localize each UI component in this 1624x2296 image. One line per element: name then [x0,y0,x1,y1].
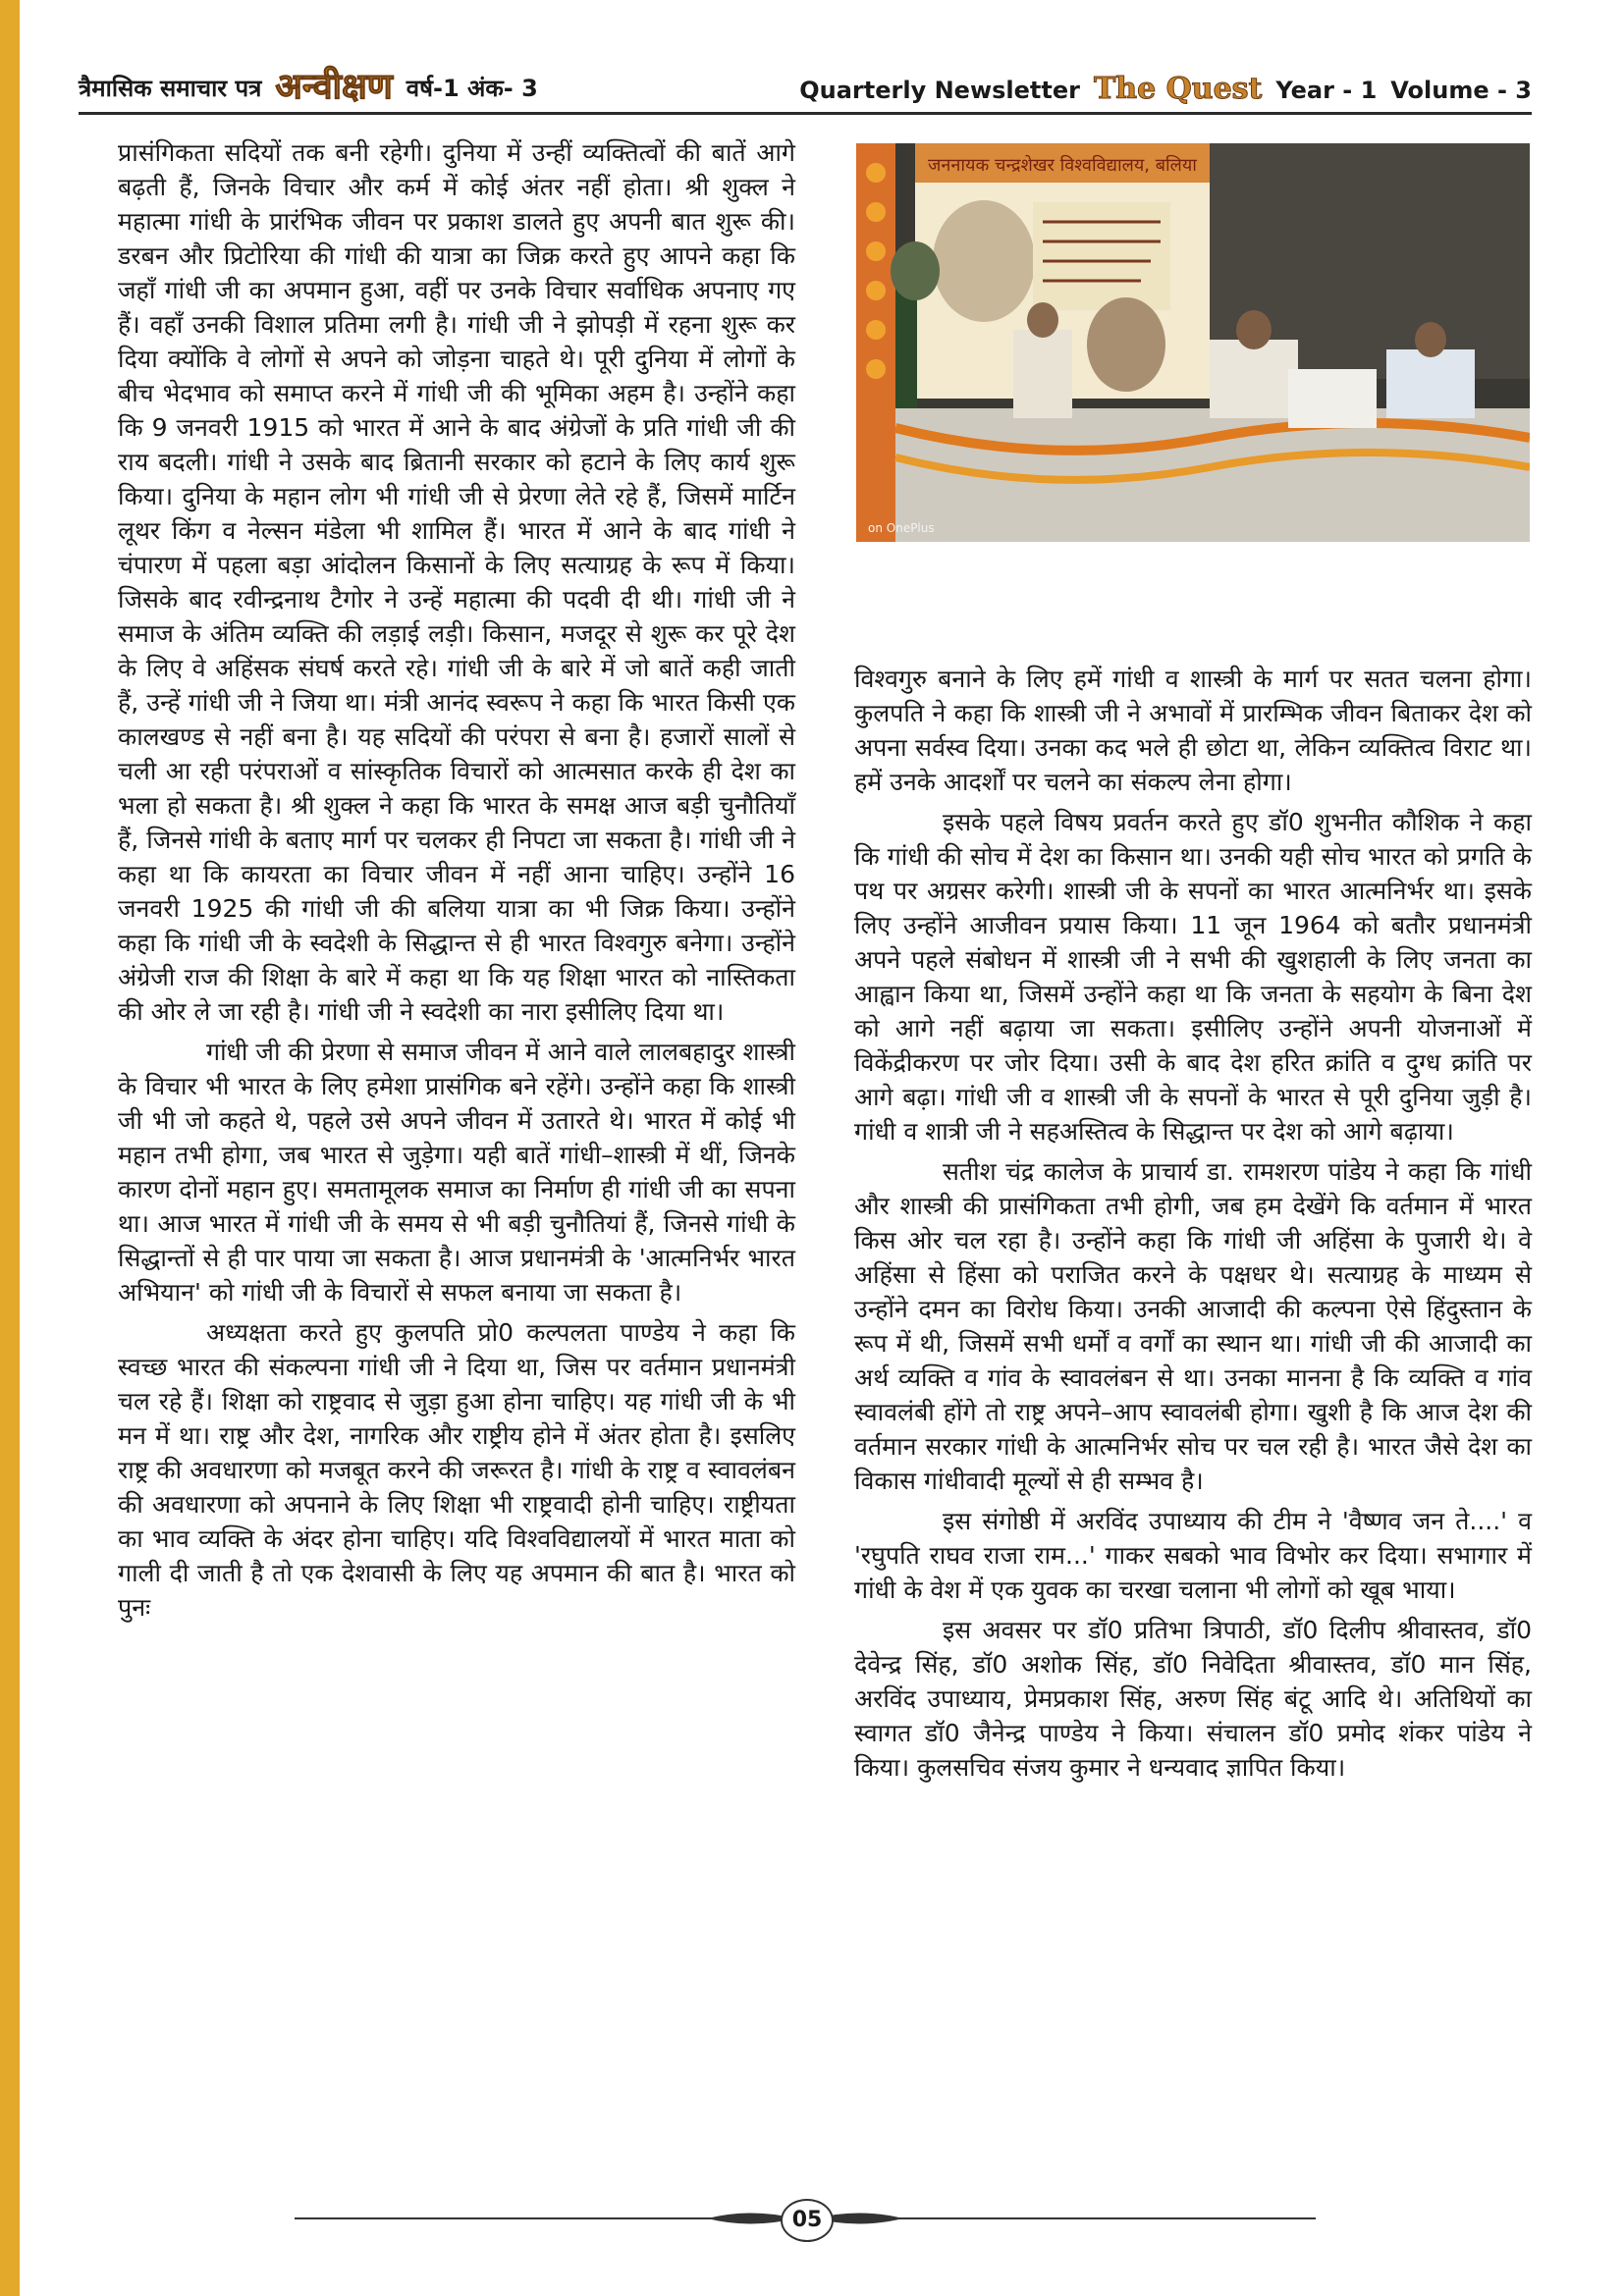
page-edge-bar [0,0,20,2296]
header-en-year: Year - 1 [1275,77,1378,104]
header-hindi [79,66,538,107]
event-photo-illustration [856,143,1530,542]
header-rule [79,112,1532,115]
header-en-prefix: Quarterly Newsletter [799,77,1080,104]
right-paragraph-3: सतीश चंद्र कालेज के प्राचार्य डा. रामशरण पांडेय ने कहा कि गांधी और शास्त्री की प्रासंगिकता तभी होगी, जब हम देखेंगे कि वर्तमान में भारत किस ओर चल रहा है। उन्होंने कहा कि गांधी जी अहिंसा के पुजारी थे। वे अहिंसा से हिंसा को पराजित करने के पक्षधर थे। सत्याग्रह के माध्यम से उन्होंने दमन का विरोध किया। उनकी आजादी की कल्पना ऐसे हिंदुस्तान के रूप में थी, जिसमें सभी धर्मों व वर्गों का स्थान था। गांधी जी की आजादी का अर्थ व्यक्ति व गांव के स्वावलंबन से था। उनका मानना है कि व्यक्ति व गांव स्वावलंबी होंगे तो राष्ट्र अपने–आप स्वावलंबी होगा। खुशी है कि आज देश की वर्तमान सरकार गांधी के आत्मनिर्भर सोच पर चल रही है। भारत जैसे देश का विकास गांधीवादी मूल्यों से ही सम्भव है। [854,1157,1532,1495]
right-column [854,662,1532,1790]
page-number: 05 [781,2199,834,2242]
left-paragraph-2: गांधी जी की प्रेरणा से समाज जीवन में आने वाले लालबहादुर शास्त्री के विचार भी भारत के लिए हमेशा प्रासंगिक बने रहेंगे। उन्होंने कहा कि शास्त्री जी भी जो कहते थे, पहले उसे अपने जीवन में उतारते थे। भारत में कोई भी महान तभी होगा, जब भारत से जुड़ेगा। यही बातें गांधी–शास्त्री में थीं, जिनके कारण दोनों महान हुए। समतामूलक समाज का निर्माण ही गांधी जी का सपना था। आज भारत में गांधी जी के समय से भी बड़ी चुनौतियां हैं, जिनसे गांधी के सिद्धान्तों से ही पार पाया जा सकता है। आज प्रधानमंत्री के 'आत्मनिर्भर भारत अभियान' को गांधी जी के विचारों से सफल बनाया जा सकता है। [118,1038,795,1307]
header-hindi-prefix: त्रैमासिक समाचार पत्र [79,75,262,102]
header-en-volume: Volume - 3 [1390,77,1532,104]
left-column [118,135,795,1630]
left-paragraph-3: अध्यक्षता करते हुए कुलपति प्रो0 कल्पलता पाण्डेय ने कहा कि स्वच्छ भारत की संकल्पना गांधी जी ने दिया था, जिस पर वर्तमान प्रधानमंत्री चल रहे हैं। शिक्षा को राष्ट्रवाद से जुड़ा हुआ होना चाहिए। यह गांधी जी के भी मन में था। राष्ट्र और देश, नागरिक और राष्ट्रीय होने में अंतर होता है। इसलिए राष्ट्र की अवधारणा को मजबूत करने की जरूरत है। गांधी के राष्ट्र व स्वावलंबन की अवधारणा को अपनाने के लिए शिक्षा भी राष्ट्रवादी होनी चाहिए। राष्ट्रीयता का भाव व्यक्ति के अंदर होना चाहिए। यदि विश्वविद्यालयों में भारत माता को गाली दी जाती है तो एक देशवासी के लिए यह अपमान की बात है। भारत को पुनः [118,1318,795,1622]
event-photo [856,143,1530,542]
header-english [799,72,1532,106]
photo-watermark: on OnePlus [868,521,935,535]
page-footer [79,2199,1532,2238]
right-paragraph-4: इस संगोष्ठी में अरविंद उपाध्याय की टीम ने 'वैष्णव जन ते....' व 'रघुपति राघव राजा राम...' गाकर सबको भाव विभोर कर दिया। सभागार में गांधी के वेश में एक युवक का चरखा चलाना भी लोगों को खूब भाया। [854,1507,1532,1604]
right-paragraph-2: इसके पहले विषय प्रवर्तन करते हुए डॉ0 शुभनीत कौशिक ने कहा कि गांधी की सोच में देश का किसान था। उनकी यही सोच भारत को प्रगति के पथ पर अग्रसर करेगी। शास्त्री जी के सपनों का भारत आत्मनिर्भर था। इसके लिए उन्होंने आजीवन प्रयास किया। 11 जून 1964 को बतौर प्रधानमंत्री अपने पहले संबोधन में शास्त्री जी ने सभी की खुशहाली के लिए जनता का आह्वान किया था, जिसमें उन्होंने कहा था कि जनता के सहयोग के बिना देश को आगे नहीं बढ़ाया जा सकता। इसीलिए उन्होंने अपनी योजनाओं में विकेंद्रीकरण पर जोर दिया। उसी के बाद देश हरित क्रांति व दुग्ध क्रांति पर आगे बढ़ा। गांधी जी व शास्त्री जी के सपनों के भारत से पूरी दुनिया जुड़ी है। गांधी व शात्री जी ने सहअस्तित्व के सिद्धान्त पर देश को आगे बढ़ाया। [854,808,1532,1146]
left-paragraph-1: प्रासंगिकता सदियों तक बनी रहेगी। दुनिया में उन्हीं व्यक्तित्वों की बातें आगे बढ़ती हैं, जिनके विचार और कर्म में कोई अंतर नहीं होता। श्री शुक्ल ने महात्मा गांधी के प्रारंभिक जीवन पर प्रकाश डालते हुए अपनी बात शुरू की। डरबन और प्रिटोरिया की गांधी की यात्रा का जिक्र करते हुए आपने कहा कि जहाँ गांधी जी का अपमान हुआ, वहीं पर उनके विचार सर्वाधिक अपनाए गए हैं। वहाँ उनकी विशाल प्रतिमा लगी है। गांधी जी ने झोपड़ी में रहना शुरू कर दिया क्योंकि वे लोगों से अपने को जोड़ना चाहते थे। पूरी दुनिया में लोगों के बीच भेदभाव को समाप्त करने में गांधी जी की भूमिका अहम है। उन्होंने कहा कि 9 जनवरी 1915 को भारत में आने के बाद अंग्रेजों के प्रति गांधी जी की राय बदली। गांधी ने उसके बाद ब्रितानी सरकार को हटाने के लिए कार्य शुरू किया। दुनिया के महान लोग भी गांधी जी से प्रेरणा लेते रहे हैं, जिसमें मार्टिन लूथर किंग व नेल्सन मंडेला भी शामिल हैं। भारत में आने के बाद गांधी ने चंपारण में पहला बड़ा आंदोलन किसानों के लिए सत्याग्रह के रूप में किया। जिसके बाद रवीन्द्रनाथ टैगोर ने उन्हें महात्मा की पदवी दी थी। गांधी जी ने समाज के अंतिम व्यक्ति की लड़ाई लड़ी। किसान, मजदूर से शुरू कर पूरे देश के लिए वे अहिंसक संघर्ष करते रहे। गांधी जी के बारे में जो बातें कही जाती हैं, उन्हें गांधी जी ने जिया था। मंत्री आनंद स्वरूप ने कहा कि भारत किसी एक कालखण्ड से नहीं बना है। यह सदियों की परंपरा से बना है। हजारों सालों से चली आ रही परंपराओं व सांस्कृतिक विचारों को आत्मसात करके ही देश का भला हो सकता है। श्री शुक्ल ने कहा कि भारत के समक्ष आज बड़ी चुनौतियाँ हैं, जिनसे गांधी के बताए मार्ग पर चलकर ही निपटा जा सकता है। गांधी जी ने कहा था कि कायरता का विचार जीवन में नहीं आना चाहिए। उन्होंने 16 जनवरी 1925 की गांधी जी की बलिया यात्रा का भी जिक्र किया। उन्होंने कहा कि गांधी जी के स्वदेशी के सिद्धान्त से ही भारत विश्वगुरु बनेगा। उन्होंने अंग्रेजी राज की शिक्षा के बारे में कहा था कि यह शिक्षा भारत को नास्तिकता की ओर ले जा रही है। गांधी जी ने स्वदेशी का नारा इसीलिए दिया था। [118,138,795,1026]
right-paragraph-5: इस अवसर पर डॉ0 प्रतिभा त्रिपाठी, डॉ0 दिलीप श्रीवास्तव, डॉ0 देवेन्द्र सिंह, डॉ0 अशोक सिंह, डॉ0 निवेदिता श्रीवास्तव, डॉ0 मान सिंह, अरविंद उपाध्याय, प्रेमप्रकाश सिंह, अरुण सिंह बंटू आदि थे। अतिथियों का स्वागत डॉ0 जैनेन्द्र पाण्डेय ने किया। संचालन डॉ0 प्रमोद शंकर पांडेय ने किया। कुलसचिव संजय कुमार ने धन्यवाद ज्ञापित किया। [854,1616,1532,1782]
page-header [79,57,1532,107]
header-hindi-brand: अन्वीक्षण [275,66,393,107]
right-paragraph-1: विश्वगुरु बनाने के लिए हमें गांधी व शास्त्री के मार्ग पर सतत चलना होगा। कुलपति ने कहा कि शास्त्री जी ने अभावों में प्रारम्भिक जीवन बिताकर देश को अपना सर्वस्व दिया। उनका कद भले ही छोटा था, लेकिन व्यक्तित्व विराट था। हमें उनके आदर्शों पर चलने का संकल्प लेना होगा। [854,665,1532,796]
header-hindi-issue: वर्ष-1 अंक- 3 [406,75,538,102]
banner-title: जननायक चन्द्रशेखर विश्वविद्यालय, बलिया [928,155,1197,176]
header-en-brand: The Quest [1093,72,1263,106]
